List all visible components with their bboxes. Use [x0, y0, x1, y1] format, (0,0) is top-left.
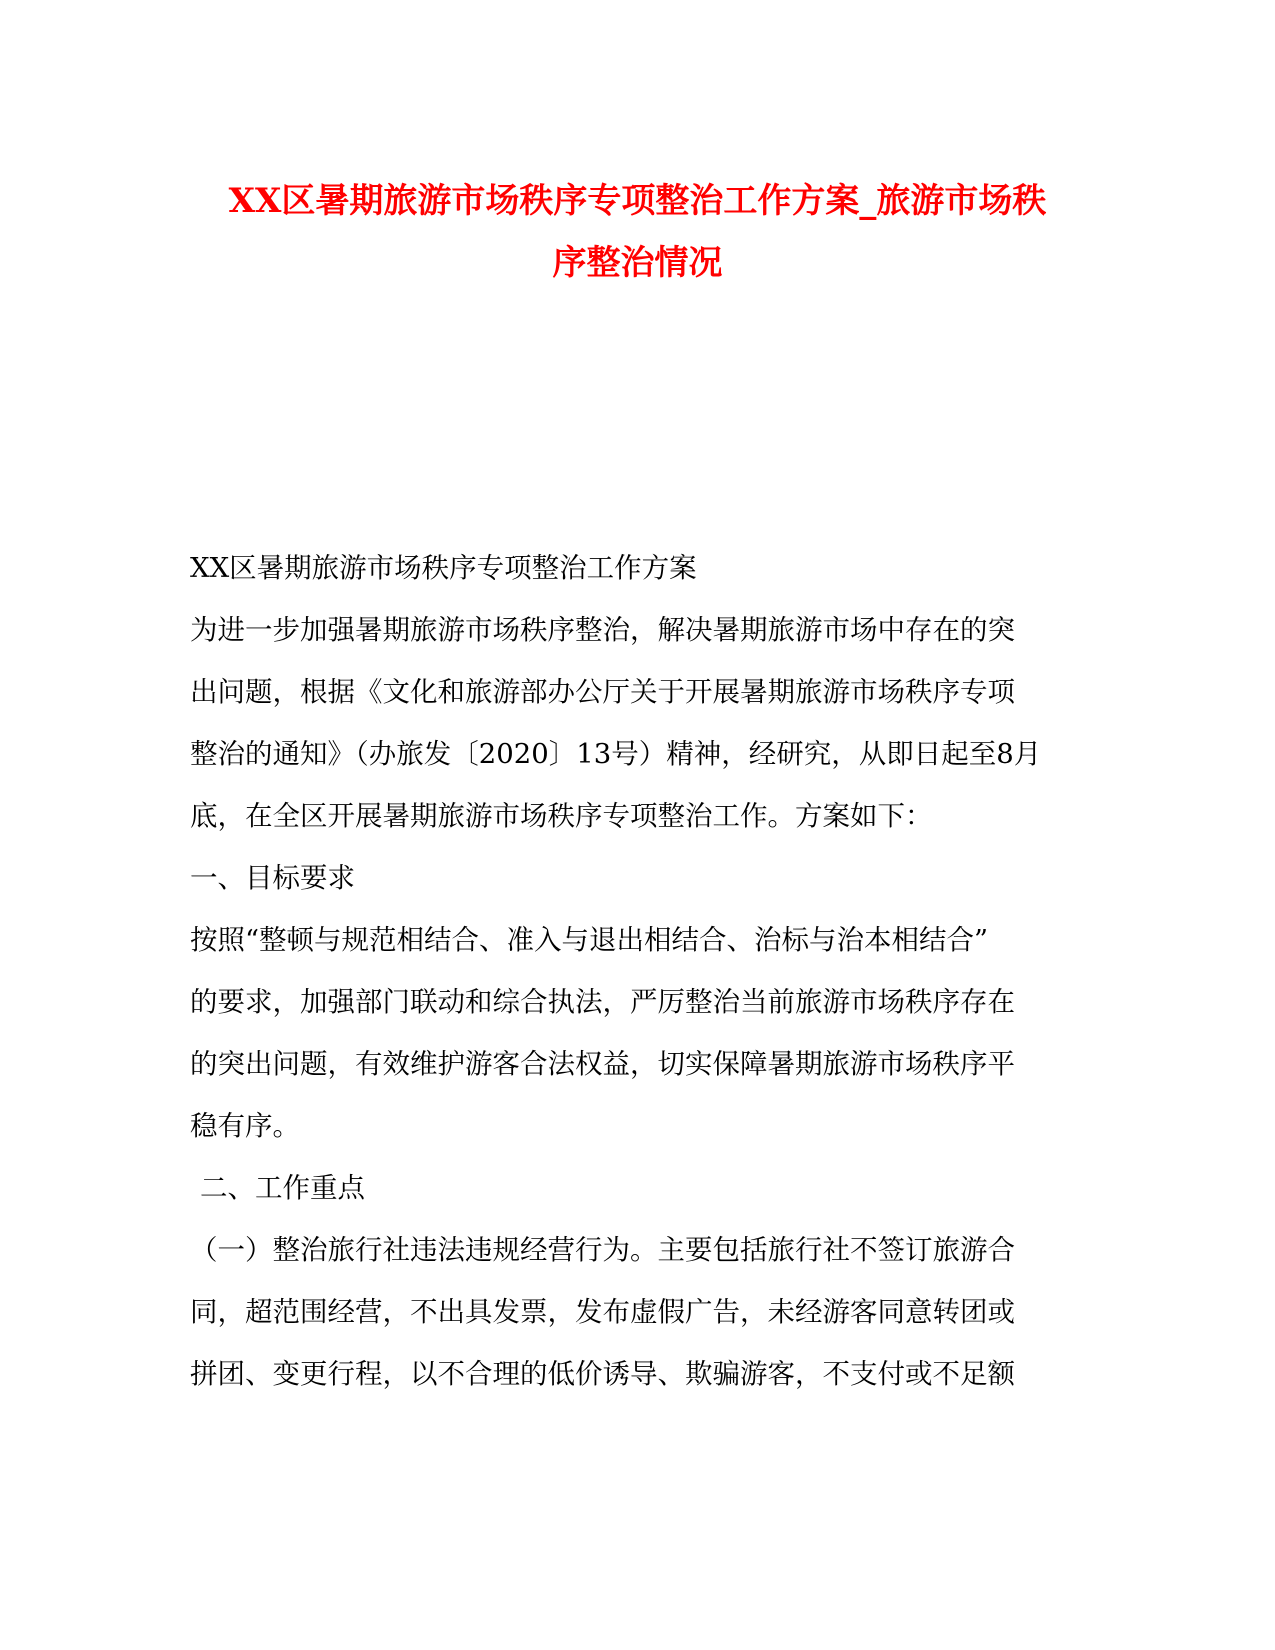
paragraph-line: 的要求，加强部门联动和综合执法，严厉整治当前旅游市场秩序存在	[190, 986, 1015, 1018]
document-body	[190, 537, 1090, 1405]
paragraph-line: 整治的通知》（办旅发〔2020〕13号）精神，经研究，从即日起至8月	[190, 738, 1042, 770]
paragraph-line: 稳有序。	[190, 1110, 300, 1142]
document-title	[150, 170, 1125, 294]
paragraph-line: 出问题，根据《文化和旅游部办公厅关于开展暑期旅游市场秩序专项	[190, 676, 1015, 708]
section-heading-goals: 一、目标要求	[190, 862, 355, 894]
title-line-2: 序整治情况	[552, 243, 723, 283]
paragraph-line: 同，超范围经营，不出具发票，发布虚假广告，未经游客同意转团或	[190, 1296, 1015, 1328]
title-line-1: XX区暑期旅游市场秩序专项整治工作方案_旅游市场秩	[228, 181, 1047, 221]
section-heading: XX区暑期旅游市场秩序专项整治工作方案	[190, 552, 697, 584]
paragraph-line: 拼团、变更行程，以不合理的低价诱导、欺骗游客，不支付或不足额	[190, 1358, 1015, 1390]
paragraph-line: 的突出问题，有效维护游客合法权益，切实保障暑期旅游市场秩序平	[190, 1048, 1015, 1080]
paragraph-line: 底，在全区开展暑期旅游市场秩序专项整治工作。方案如下：	[190, 800, 933, 832]
paragraph-line: （一）整治旅行社违法违规经营行为。主要包括旅行社不签订旅游合	[190, 1234, 1015, 1266]
section-heading-focus: 二、工作重点	[200, 1172, 365, 1204]
paragraph-line: 按照“整顿与规范相结合、准入与退出相结合、治标与治本相结合”	[190, 924, 989, 956]
paragraph-line: 为进一步加强暑期旅游市场秩序整治，解决暑期旅游市场中存在的突	[190, 614, 1015, 646]
